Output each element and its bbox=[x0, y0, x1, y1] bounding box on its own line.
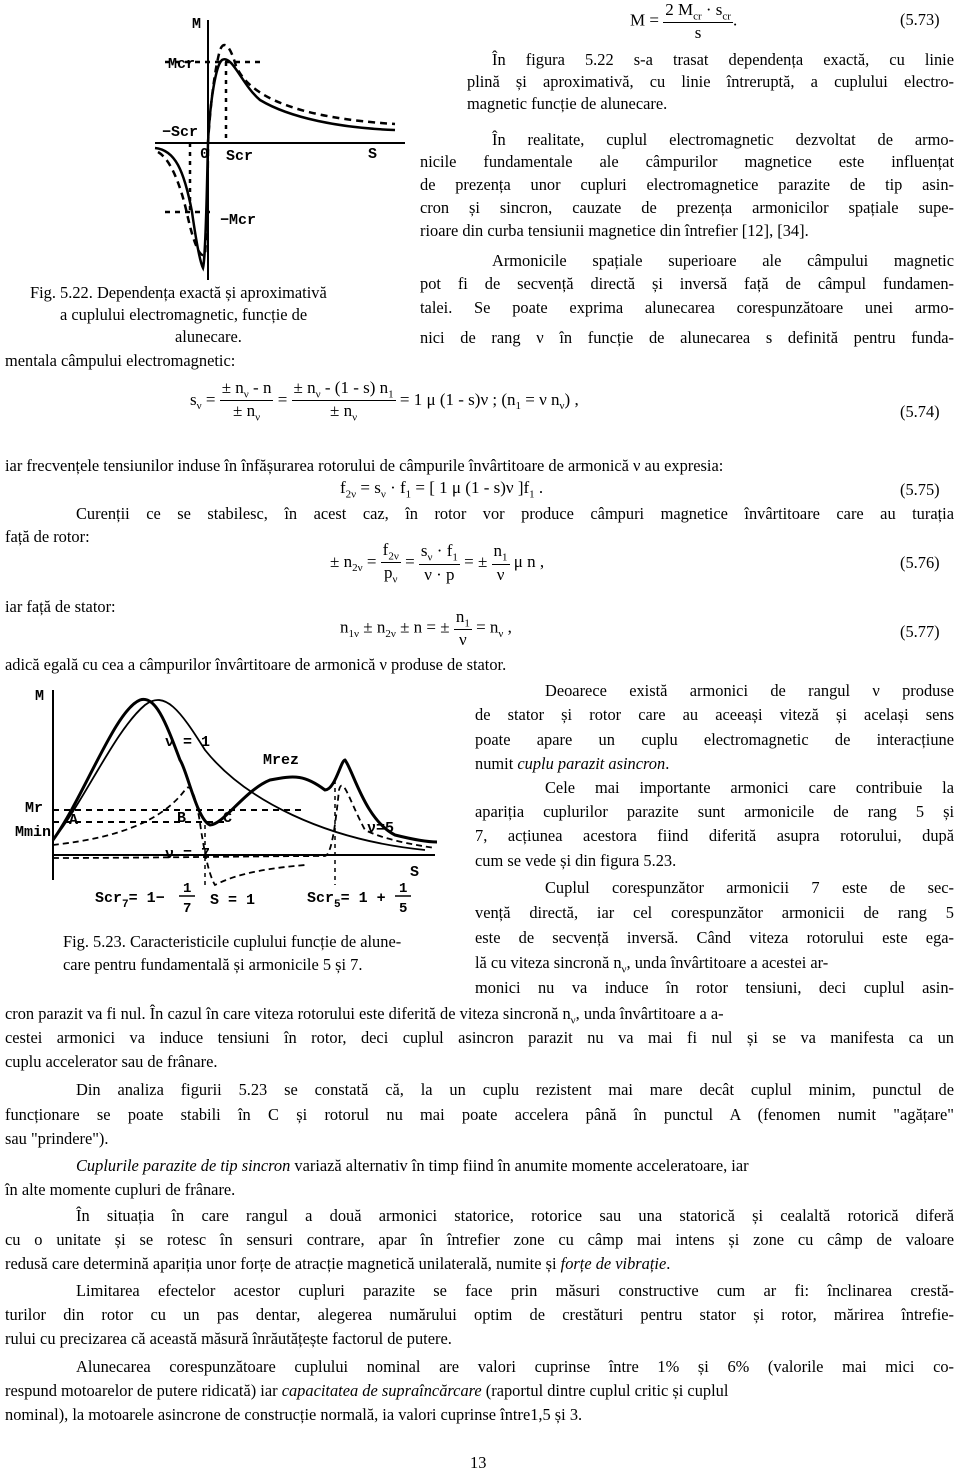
text-line: În figura 5.22 s-a trasat dependența exactă, cu linie bbox=[492, 50, 954, 69]
text-line: plină și aproximativă, cu linie întreruptă, a cuplului electro- bbox=[467, 72, 954, 91]
text-line: Armonicile spațiale superioare ale câmpului magnetic bbox=[492, 251, 954, 270]
text-line: cum se vede și din figura 5.23. bbox=[475, 851, 677, 870]
fig523-label-Mrez: Mrez bbox=[263, 752, 300, 769]
fig522-label-neg-scr: −Scr bbox=[162, 124, 199, 141]
fig522-caption-1: Fig. 5.22. Dependența exactă și aproximativă bbox=[30, 283, 327, 302]
text-line: nicile fundamentale ale câmpurilor magnetice este influențat bbox=[420, 152, 954, 171]
equation-number-5-77: (5.77) bbox=[900, 622, 940, 641]
fig523-frac-1-7-den: 7 bbox=[183, 901, 192, 917]
text-line: Curenții ce se stabilesc, în acest caz, în rotor vor produce câmpuri magnetice învârtitoare care au turația bbox=[76, 504, 954, 523]
text-line: 7, acțiunea acestora fiind diferită asupra rotorului, după bbox=[475, 826, 954, 845]
figure-5-23 bbox=[5, 680, 445, 920]
equation-number-5-76: (5.76) bbox=[900, 553, 940, 572]
text-line: respund motoarelor de putere ridicată) iar capacitatea de supraîncărcare (raportul dintre cuplul critic și cuplul bbox=[5, 1381, 729, 1400]
fig523-label-Mr: Mr bbox=[25, 800, 44, 817]
text-line: turilor din rotor cu un pas dentar, alegerea numărului optim de crestături pentru stator și rotor, mărirea întrefie- bbox=[5, 1305, 954, 1324]
fig522-label-zero: 0 bbox=[200, 146, 210, 163]
text-line: redusă care determină apariția unor forțe de atracție magnetică unilaterală, numite și forțe de vibrație. bbox=[5, 1254, 671, 1273]
text-line: Alunecarea corespunzătoare cuplului nominal are valori cuprinse între 1% și 6% (valorile mai mici co- bbox=[76, 1357, 954, 1376]
fig523-label-B: B bbox=[177, 810, 187, 827]
equation-number-5-75: (5.75) bbox=[900, 480, 940, 499]
italic-term: cuplu parazit asincron bbox=[517, 754, 666, 773]
fig523-label-v1: ν = 1 bbox=[165, 734, 211, 751]
fig522-label-M: M bbox=[192, 16, 202, 33]
equation-5-76: ± $n_{2\nu}$ = $\frac{f_{2\nu}}{p_\nu}$ = $\frac{s_\nu \cdot f_1}{\nu \cdot p}$ = ± $\frac{n_1}{\nu}$ μ n , bbox=[330, 540, 545, 586]
text-line: de stator și rotor care au aceeași viteză și același sens bbox=[475, 705, 954, 724]
text-line: În realitate, cuplul electromagnetic dezvoltat de armo- bbox=[492, 130, 954, 149]
equation-5-77: $n_{1\nu} \pm n_{2\nu} \pm n$ = ± $\frac{n_1}{\nu}$ = $n_\nu$ , bbox=[340, 607, 512, 650]
text-line: cron și sincron, cauzate de prezența armonicilor spațiale supe- bbox=[420, 198, 954, 217]
fig523-label-v7: ν = 7 bbox=[165, 846, 211, 863]
equation-5-74: $s_\nu$ = $\frac{\pm n_\nu - n}{\pm n_\nu}$ = $\frac{\pm n_\nu - (1 - s) n_1}{\pm n_\nu}$ = 1 μ (1 - s)ν ; ($n_1 = \nu$ $n_\nu$) , bbox=[190, 378, 579, 424]
text-line: talei. Se poate exprima alunecarea corespunzătoare unei armo- bbox=[420, 298, 954, 317]
text-line: pot fi de secvență directă și inversă față de câmpul fundamen- bbox=[420, 274, 954, 293]
fig523-label-s: S bbox=[410, 864, 420, 881]
text-line: de prezența unor cupluri electromagnetice parazite de tip asin- bbox=[420, 175, 954, 194]
text-line: cuplu accelerator sau de frânare. bbox=[5, 1052, 218, 1071]
equation-number-5-74: (5.74) bbox=[900, 402, 940, 421]
fig523-caption-1: Fig. 5.23. Caracteristicile cuplului funcție de alune- bbox=[63, 932, 402, 951]
fig523-label-C: C bbox=[223, 810, 233, 827]
text-line: adică egală cu cea a câmpurilor învârtitoare de armonică ν produse de stator. bbox=[5, 655, 507, 674]
fig522-caption-2: a cuplului electromagnetic, funcție de bbox=[60, 305, 308, 324]
fig523-label-v5: ν=5 bbox=[367, 820, 395, 837]
fig522-caption-3: alunecare. bbox=[175, 327, 242, 346]
fig523-label-s1: S = 1 bbox=[210, 892, 256, 909]
fig523-label-scr7: Scr$_7$= 1− bbox=[95, 890, 165, 911]
text-line: iar frecvențele tensiunilor induse în înfășurarea rotorului de câmpurile învârtitoare de armonică ν au expresia: bbox=[5, 456, 724, 475]
text-line: nominal), la motoarele asincrone de construcție normală, ia valori cuprinse între1,5 și 3. bbox=[5, 1405, 583, 1424]
italic-term: capacitatea de supraîncărcare bbox=[281, 1381, 482, 1400]
text-line: iar față de stator: bbox=[5, 597, 116, 616]
fig523-frac-1-5-den: 5 bbox=[399, 901, 408, 917]
fig522-label-Mcr: Mcr bbox=[168, 56, 196, 73]
fig523-caption-2: care pentru fundamentală și armonicile 5 și 7. bbox=[63, 955, 363, 974]
text-line: numit cuplu parazit asincron. bbox=[475, 754, 670, 773]
text-line: Cuplul corespunzător armonicii 7 este de sec- bbox=[545, 878, 954, 897]
text-line: Cuplurile parazite de tip sincron variază alternativ în timp fiind în anumite momente acceleratoare, iar bbox=[76, 1156, 749, 1175]
text-line: mentala câmpului electromagnetic: bbox=[5, 351, 236, 370]
text-line: nici de rang ν în funcție de alunecarea s definită pentru funda- bbox=[420, 328, 954, 347]
text-line: lă cu viteza sincronă $n_\nu$, unda învârtitoare a acestei ar- bbox=[475, 953, 829, 976]
fig523-label-M: M bbox=[35, 688, 45, 705]
text-line: Cele mai importante armonici care contribuie la bbox=[545, 778, 954, 797]
text-line: Limitarea efectelor acestor cupluri parazite se face prin măsuri constructive cum ar fi: înclinarea crestă- bbox=[76, 1281, 954, 1300]
text-line: în alte momente cupluri de frânare. bbox=[5, 1180, 236, 1199]
equation-number-5-73: (5.73) bbox=[900, 10, 940, 29]
text-line: magnetic funcție de alunecare. bbox=[467, 94, 668, 113]
text-line: funcționare se poate stabili în C și rotorul nu mai poate accelera până în punctul A (fenomen numit "agățare" bbox=[5, 1105, 954, 1124]
page-number: 13 bbox=[470, 1453, 487, 1472]
fig523-frac-1-7-num: 1 bbox=[183, 881, 192, 897]
text-line: sau "prindere"). bbox=[5, 1129, 109, 1148]
equation-5-75: $f_{2\nu} = s_\nu \cdot f_1$ = [ 1 μ (1 - s)ν ]$f_1$ . bbox=[340, 478, 544, 501]
text-line: este de secvență inversă. Când viteza rotorului este ega- bbox=[475, 928, 954, 947]
text-line: Din analiza figurii 5.23 se constată că, la un cuplu rezistent mai mare decât cuplul minim, punctul de bbox=[76, 1080, 954, 1099]
text-line: față de rotor: bbox=[5, 527, 90, 546]
text-line: poate apare un cuplu electromagnetic de interacțiune bbox=[475, 730, 954, 749]
text-line: apariția cuplurilor parazite sunt armonicile de rang 5 și bbox=[475, 802, 954, 821]
italic-term: Cuplurile parazite de tip sincron bbox=[76, 1156, 291, 1175]
fig523-label-Mmin: Mmin bbox=[15, 824, 52, 841]
fig522-label-neg-Mcr: −Mcr bbox=[220, 212, 257, 229]
text-line: Deoarece există armonici de rangul ν produse bbox=[545, 681, 954, 700]
fig523-label-A: A bbox=[69, 812, 79, 829]
fig522-label-s: S bbox=[368, 146, 378, 163]
fig522-label-scr: Scr bbox=[226, 148, 254, 165]
fig523-label-scr5: Scr$_5$= 1 + bbox=[307, 890, 386, 911]
text-line: rioare din curba tensiunii magnetice din întrefier [12], [34]. bbox=[420, 221, 809, 240]
text-line: rului cu precizarea că această măsură înrăutățește factorul de putere. bbox=[5, 1329, 452, 1348]
text-line: În situația în care rangul a două armonici statorice, rotorice sau una statorică și cealaltă rotorică diferă bbox=[76, 1206, 954, 1225]
text-line: cestei armonici va induce tensiuni în rotor, deci cuplul asincron parazit nu va mai fi nul și se va manifesta ca un bbox=[5, 1028, 954, 1047]
text-line: vență directă, iar cel corespunzător armonicii de rang 5 bbox=[475, 903, 954, 922]
text-line: cu o unitate și se rotesc în sensuri contrare, apar în întrefier zone cu câmp mai intens și zone cu câmp de valoare bbox=[5, 1230, 954, 1249]
fig523-frac-1-5-num: 1 bbox=[399, 881, 408, 897]
italic-term: forțe de vibrație bbox=[560, 1254, 667, 1273]
text-line: monici nu va induce în rotor tensiuni, deci cuplul asin- bbox=[475, 978, 954, 997]
figure-5-22 bbox=[150, 0, 410, 290]
text-line: cron parazit va fi nul. În cazul în care viteza rotorului este diferită de viteza sincronă $n_\nu$, unda învârtitoare a a- bbox=[5, 1004, 724, 1027]
equation-5-73: M = $\frac{2 M_{cr} \cdot s_{cr}}{s}$ . bbox=[630, 0, 738, 43]
